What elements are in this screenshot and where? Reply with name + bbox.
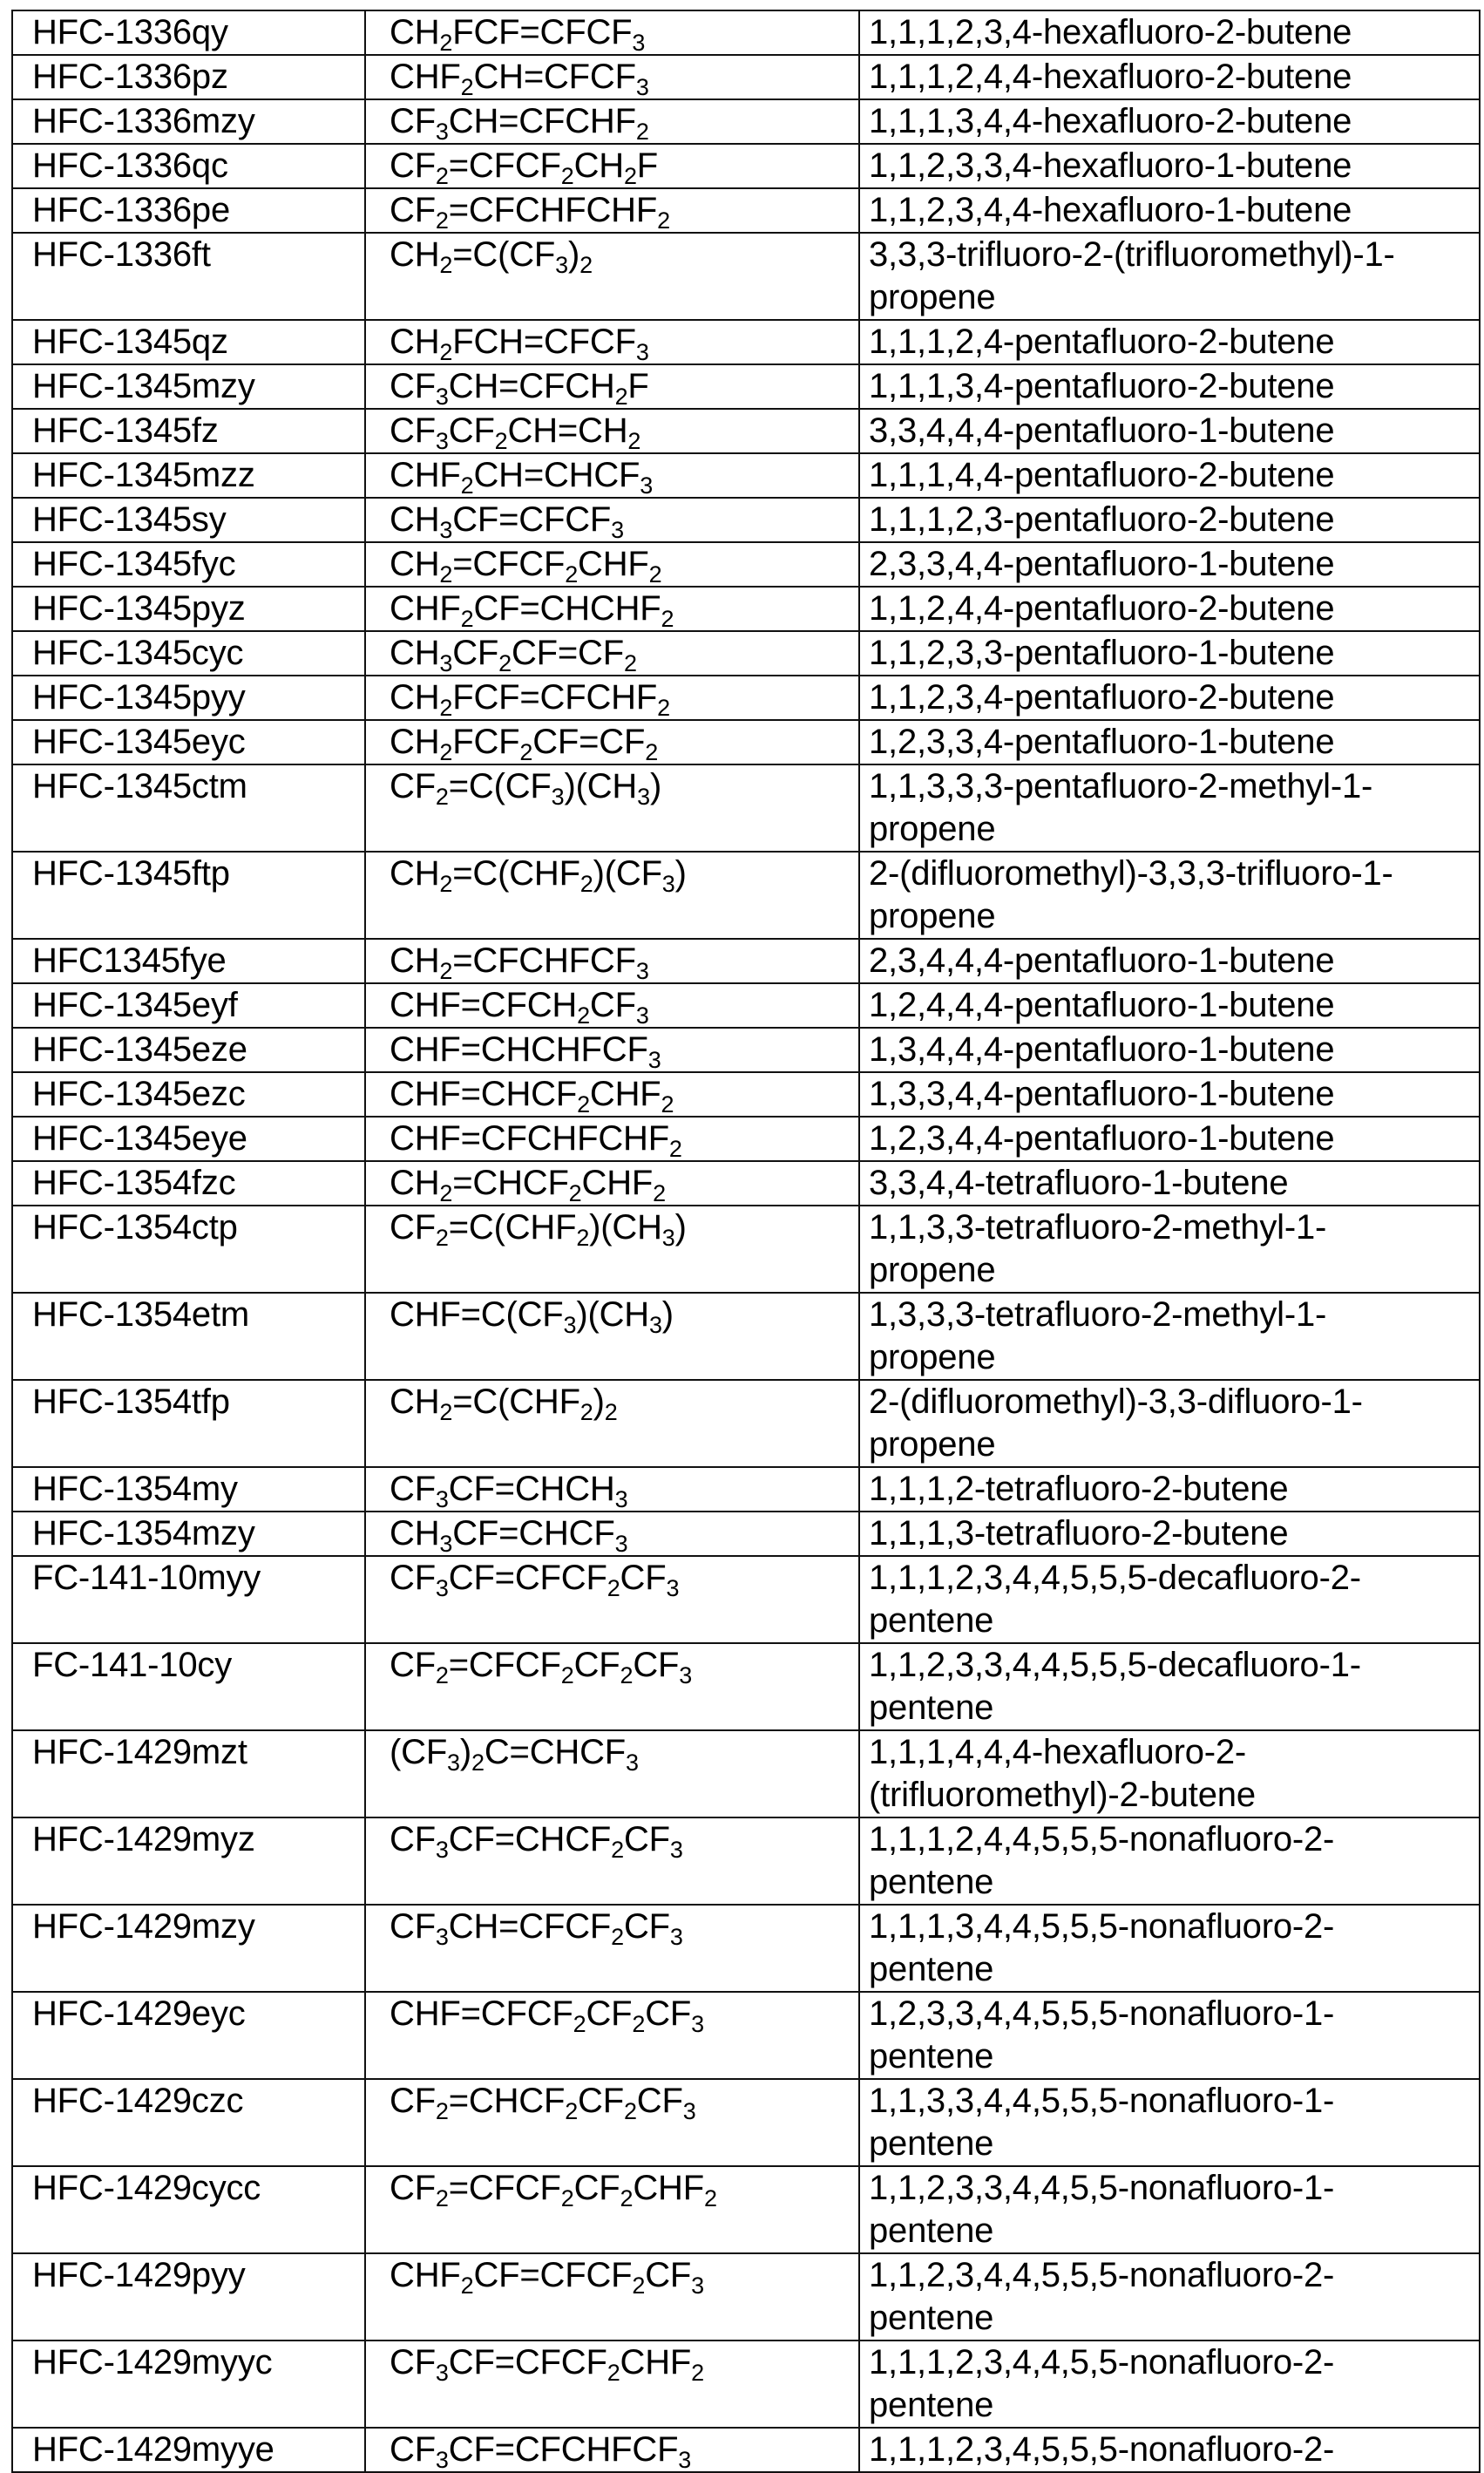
table-row xyxy=(12,939,1480,983)
table-row xyxy=(12,2079,1480,2166)
compound-code-cell xyxy=(12,587,365,631)
compound-code: HFC-1345pyz xyxy=(32,589,246,628)
structure-formula: $CF_2=CHCF_2CF_2CF_3$ xyxy=(390,2082,696,2124)
chemical-name-line: 1,1,1,2,4-pentafluoro-2-butene xyxy=(869,323,1335,361)
compound-code-cell xyxy=(12,2079,365,2166)
chemical-name-line: 3,3,4,4,4-pentafluoro-1-butene xyxy=(869,411,1335,450)
chemical-name-line: 1,1,1,2,3,4,5,5,5-nonafluoro-2- xyxy=(869,2430,1335,2469)
table-row xyxy=(12,1028,1480,1072)
chemical-name-cell xyxy=(859,1643,1480,1730)
compound-code-cell xyxy=(12,1467,365,1512)
chemical-name-cell xyxy=(859,2079,1480,2166)
compound-code: HFC-1429myyc xyxy=(32,2343,273,2381)
chemical-name-cell xyxy=(859,1905,1480,1992)
structure-formula-cell xyxy=(365,364,859,409)
chemical-name-line: 1,1,1,2,4,4,5,5,5-nonafluoro-2- xyxy=(869,1820,1335,1858)
chemical-name-cell xyxy=(859,1117,1480,1161)
chemical-name-cell xyxy=(859,498,1480,542)
structure-formula: $CF_3CF=CFCHFCF_3$ xyxy=(390,2430,692,2472)
table-row xyxy=(12,144,1480,188)
chemical-name-line: pentene xyxy=(869,1601,994,1640)
structure-formula: $CH_2=C(CHF_2)_2$ xyxy=(390,1383,618,1425)
table-row xyxy=(12,852,1480,939)
compound-code: HFC-1336pz xyxy=(32,58,228,96)
chemical-name-line: 1,1,2,3,3,4-hexafluoro-1-butene xyxy=(869,146,1352,185)
structure-formula-cell xyxy=(365,2079,859,2166)
compound-code-cell xyxy=(12,720,365,764)
structure-formula-cell xyxy=(365,1206,859,1293)
structure-formula-cell xyxy=(365,852,859,939)
structure-formula: $CH_2=CFCHFCF_3$ xyxy=(390,941,649,983)
compound-code: HFC-1429myz xyxy=(32,1820,255,1858)
chemical-name-cell xyxy=(859,1206,1480,1293)
structure-formula-cell xyxy=(365,1817,859,1905)
chemical-name-cell xyxy=(859,55,1480,99)
table-row xyxy=(12,1117,1480,1161)
table-row xyxy=(12,1161,1480,1206)
chemical-name-cell xyxy=(859,453,1480,498)
compound-code: HFC-1354mzy xyxy=(32,1514,255,1552)
structure-formula-cell xyxy=(365,631,859,676)
compound-code-cell xyxy=(12,1206,365,1293)
structure-formula-cell xyxy=(365,1643,859,1730)
structure-formula: $CHF_2CH=CFCF_3$ xyxy=(390,58,649,99)
structure-formula: $CH_2FCF_2CF=CF_2$ xyxy=(390,723,659,764)
compound-code: HFC1345fye xyxy=(32,941,227,980)
compound-code-cell xyxy=(12,676,365,720)
compound-code: HFC-1345ezc xyxy=(32,1075,246,1113)
table-row xyxy=(12,1072,1480,1117)
compound-code: HFC-1354ctp xyxy=(32,1208,238,1247)
structure-formula-cell xyxy=(365,1992,859,2079)
structure-formula-cell xyxy=(365,144,859,188)
compound-code-cell xyxy=(12,1992,365,2079)
chemical-name-line: 1,1,2,4,4-pentafluoro-2-butene xyxy=(869,589,1335,628)
compound-code-cell xyxy=(12,1730,365,1817)
chemical-name-line: propene xyxy=(869,278,996,316)
compound-code-cell xyxy=(12,1028,365,1072)
structure-formula: $CF_2=CFCF_2CF_2CF_3$ xyxy=(390,1646,693,1688)
structure-formula-cell xyxy=(365,2166,859,2253)
compound-code-cell xyxy=(12,1161,365,1206)
structure-formula-cell xyxy=(365,983,859,1028)
compound-code-cell xyxy=(12,498,365,542)
compound-code: HFC-1354my xyxy=(32,1470,238,1508)
compound-table xyxy=(11,10,1481,2473)
table-row xyxy=(12,1206,1480,1293)
compound-code: HFC-1345qz xyxy=(32,323,228,361)
structure-formula-cell xyxy=(365,188,859,233)
structure-formula-cell xyxy=(365,720,859,764)
compound-code: HFC-1345ftp xyxy=(32,854,230,893)
structure-formula-cell xyxy=(365,1730,859,1817)
compound-code: HFC-1345mzy xyxy=(32,367,255,405)
table-row xyxy=(12,409,1480,453)
chemical-name-line: 1,1,3,3-tetrafluoro-2-methyl-1- xyxy=(869,1208,1327,1247)
chemical-name-cell xyxy=(859,2253,1480,2341)
structure-formula: $CH_2FCH=CFCF_3$ xyxy=(390,323,649,364)
table-row xyxy=(12,2341,1480,2428)
structure-formula-cell xyxy=(365,233,859,320)
table-row xyxy=(12,983,1480,1028)
structure-formula-cell xyxy=(365,1072,859,1117)
table-row xyxy=(12,320,1480,364)
chemical-name-cell xyxy=(859,233,1480,320)
structure-formula-cell xyxy=(365,1556,859,1643)
chemical-name-line: 1,1,1,4,4,4-hexafluoro-2- xyxy=(869,1733,1247,1771)
compound-code: HFC-1354fzc xyxy=(32,1164,236,1202)
chemical-name-cell xyxy=(859,1380,1480,1467)
structure-formula-cell xyxy=(365,587,859,631)
compound-code: HFC-1345sy xyxy=(32,500,227,539)
table-row xyxy=(12,99,1480,144)
chemical-name-line: pentene xyxy=(869,1863,994,1901)
structure-formula-cell xyxy=(365,1905,859,1992)
compound-code-cell xyxy=(12,10,365,55)
chemical-name-line: 1,1,1,4,4-pentafluoro-2-butene xyxy=(869,456,1335,494)
compound-code: HFC-1429mzt xyxy=(32,1733,247,1771)
structure-formula: $CF_3CF_2CH=CH_2$ xyxy=(390,411,641,453)
chemical-name-cell xyxy=(859,542,1480,587)
compound-code-cell xyxy=(12,631,365,676)
chemical-name-cell xyxy=(859,1817,1480,1905)
chemical-name-line: 2-(difluoromethyl)-3,3,3-trifluoro-1- xyxy=(869,854,1393,893)
table-row xyxy=(12,1293,1480,1380)
table-row xyxy=(12,1380,1480,1467)
table-row xyxy=(12,676,1480,720)
chemical-name-line: 1,1,1,2,3-pentafluoro-2-butene xyxy=(869,500,1335,539)
chemical-name-line: 1,2,3,3,4,4,5,5,5-nonafluoro-1- xyxy=(869,1994,1335,2033)
compound-code-cell xyxy=(12,188,365,233)
chemical-name-cell xyxy=(859,764,1480,852)
chemical-name-line: propene xyxy=(869,1338,996,1376)
structure-formula-cell xyxy=(365,1512,859,1556)
structure-formula: $CHF=CHCF_2CHF_2$ xyxy=(390,1075,674,1117)
compound-code-cell xyxy=(12,1072,365,1117)
structure-formula: $CHF=CFCHFCHF_2$ xyxy=(390,1119,682,1161)
compound-code-cell xyxy=(12,1905,365,1992)
chemical-name-cell xyxy=(859,983,1480,1028)
compound-code-cell xyxy=(12,542,365,587)
chemical-name-cell xyxy=(859,1512,1480,1556)
compound-code: FC-141-10cy xyxy=(32,1646,232,1684)
compound-code-cell xyxy=(12,55,365,99)
compound-code-cell xyxy=(12,1293,365,1380)
chemical-name-line: 1,1,2,3,3-pentafluoro-1-butene xyxy=(869,634,1335,672)
structure-formula-cell xyxy=(365,939,859,983)
chemical-name-line: 1,1,2,3,4,4-hexafluoro-1-butene xyxy=(869,191,1352,229)
structure-formula-cell xyxy=(365,764,859,852)
chemical-name-line: (trifluoromethyl)-2-butene xyxy=(869,1776,1256,1814)
table-row xyxy=(12,1512,1480,1556)
compound-code-cell xyxy=(12,233,365,320)
structure-formula: $CF_2=C(CHF_2)(CH_3)$ xyxy=(390,1208,687,1251)
chemical-name-line: 1,1,2,3,4,4,5,5,5-nonafluoro-2- xyxy=(869,2256,1335,2294)
compound-code: FC-141-10myy xyxy=(32,1559,261,1597)
chemical-name-cell xyxy=(859,1992,1480,2079)
compound-code: HFC-1345pyy xyxy=(32,678,246,717)
compound-code-cell xyxy=(12,453,365,498)
structure-formula-cell xyxy=(365,2253,859,2341)
chemical-name-line: 1,1,1,3,4,4,5,5,5-nonafluoro-2- xyxy=(869,1907,1335,1946)
compound-code: HFC-1345ctm xyxy=(32,767,247,805)
chemical-name-line: 1,3,3,3-tetrafluoro-2-methyl-1- xyxy=(869,1295,1327,1334)
chemical-name-line: 2,3,4,4,4-pentafluoro-1-butene xyxy=(869,941,1335,980)
compound-code-cell xyxy=(12,1380,365,1467)
compound-code: HFC-1345eze xyxy=(32,1030,247,1069)
compound-code: HFC-1345cyc xyxy=(32,634,244,672)
compound-code-cell xyxy=(12,409,365,453)
structure-formula-cell xyxy=(365,498,859,542)
chemical-name-line: pentene xyxy=(869,2124,994,2163)
structure-formula: $CH_2FCF=CFCF_3$ xyxy=(390,13,646,55)
compound-code: HFC-1336pe xyxy=(32,191,231,229)
structure-formula-cell xyxy=(365,1028,859,1072)
table-row xyxy=(12,542,1480,587)
structure-formula: $CF_2=CFCHFCHF_2$ xyxy=(390,191,670,233)
chemical-name-cell xyxy=(859,1072,1480,1117)
structure-formula-cell xyxy=(365,409,859,453)
chemical-name-line: 1,1,1,3-tetrafluoro-2-butene xyxy=(869,1514,1289,1552)
table-row xyxy=(12,1730,1480,1817)
structure-formula: $CF_3CF=CHCH_3$ xyxy=(390,1470,628,1512)
chemical-name-line: 1,3,4,4,4-pentafluoro-1-butene xyxy=(869,1030,1335,1069)
chemical-name-line: 1,1,1,3,4-pentafluoro-2-butene xyxy=(869,367,1335,405)
structure-formula: $CH_2FCF=CFCHF_2$ xyxy=(390,678,670,720)
compound-table-body xyxy=(12,10,1480,2472)
compound-code-cell xyxy=(12,764,365,852)
chemical-name-line: 2,3,3,4,4-pentafluoro-1-butene xyxy=(869,545,1335,583)
chemical-name-line: 1,1,2,3,3,4,4,5,5,5-decafluoro-1- xyxy=(869,1646,1361,1684)
chemical-name-line: propene xyxy=(869,1251,996,1289)
compound-code: HFC-1345eye xyxy=(32,1119,247,1158)
compound-code: HFC-1336qy xyxy=(32,13,228,51)
chemical-name-cell xyxy=(859,1556,1480,1643)
structure-formula: $CH_2=C(CF_3)_2$ xyxy=(390,235,593,278)
chemical-name-cell xyxy=(859,2166,1480,2253)
structure-formula: $CHF_2CF=CFCF_2CF_3$ xyxy=(390,2256,704,2299)
chemical-name-line: 1,2,3,4,4-pentafluoro-1-butene xyxy=(869,1119,1335,1158)
structure-formula: $CHF=CFCH_2CF_3$ xyxy=(390,986,649,1028)
table-row xyxy=(12,1643,1480,1730)
compound-code: HFC-1336qc xyxy=(32,146,228,185)
compound-code-cell xyxy=(12,320,365,364)
chemical-name-cell xyxy=(859,10,1480,55)
chemical-name-line: 1,1,3,3,4,4,5,5,5-nonafluoro-1- xyxy=(869,2082,1335,2120)
chemical-name-line: pentene xyxy=(869,2037,994,2076)
compound-code-cell xyxy=(12,99,365,144)
structure-formula-cell xyxy=(365,2341,859,2428)
table-row xyxy=(12,1905,1480,1992)
structure-formula-cell xyxy=(365,1380,859,1467)
structure-formula: $CHF=CFCF_2CF_2CF_3$ xyxy=(390,1994,704,2037)
chemical-name-cell xyxy=(859,1293,1480,1380)
chemical-name-cell xyxy=(859,631,1480,676)
chemical-name-line: 1,3,3,4,4-pentafluoro-1-butene xyxy=(869,1075,1335,1113)
chemical-name-cell xyxy=(859,587,1480,631)
table-row xyxy=(12,764,1480,852)
chemical-name-cell xyxy=(859,320,1480,364)
compound-code: HFC-1345eyc xyxy=(32,723,246,761)
table-row xyxy=(12,1467,1480,1512)
table-row xyxy=(12,587,1480,631)
table-row xyxy=(12,10,1480,55)
compound-code-cell xyxy=(12,939,365,983)
structure-formula: $CF_3CF=CFCF_2CF_3$ xyxy=(390,1559,680,1601)
structure-formula-cell xyxy=(365,453,859,498)
structure-formula-cell xyxy=(365,1117,859,1161)
compound-code-cell xyxy=(12,1643,365,1730)
chemical-name-cell xyxy=(859,1028,1480,1072)
structure-formula: $CH_3CF_2CF=CF_2$ xyxy=(390,634,637,676)
compound-code: HFC-1345fyc xyxy=(32,545,236,583)
structure-formula-cell xyxy=(365,2428,859,2472)
structure-formula: $CH_3CF=CFCF_3$ xyxy=(390,500,624,542)
compound-code: HFC-1345eyf xyxy=(32,986,238,1024)
table-row xyxy=(12,498,1480,542)
structure-formula-cell xyxy=(365,1161,859,1206)
table-row xyxy=(12,1556,1480,1643)
chemical-name-line: 2-(difluoromethyl)-3,3-difluoro-1- xyxy=(869,1383,1363,1421)
table-row xyxy=(12,1817,1480,1905)
chemical-name-line: 1,1,3,3,3-pentafluoro-2-methyl-1- xyxy=(869,767,1373,805)
chemical-name-line: 1,1,2,3,3,4,4,5,5-nonafluoro-1- xyxy=(869,2169,1335,2207)
compound-code: HFC-1354tfp xyxy=(32,1383,230,1421)
structure-formula: $CH_2=C(CHF_2)(CF_3)$ xyxy=(390,854,687,897)
table-row xyxy=(12,631,1480,676)
chemical-name-line: propene xyxy=(869,1425,996,1464)
structure-formula-cell xyxy=(365,676,859,720)
structure-formula: $CHF_2CF=CHCHF_2$ xyxy=(390,589,674,631)
chemical-name-line: 1,2,4,4,4-pentafluoro-1-butene xyxy=(869,986,1335,1024)
chemical-name-line: pentene xyxy=(869,2299,994,2337)
compound-code: HFC-1429mzy xyxy=(32,1907,255,1946)
chemical-name-line: 1,2,3,3,4-pentafluoro-1-butene xyxy=(869,723,1335,761)
compound-code-cell xyxy=(12,2341,365,2428)
chemical-name-line: 3,3,4,4-tetrafluoro-1-butene xyxy=(869,1164,1289,1202)
compound-code-cell xyxy=(12,1512,365,1556)
compound-code-cell xyxy=(12,2428,365,2472)
structure-formula-cell xyxy=(365,1293,859,1380)
compound-code: HFC-1345fz xyxy=(32,411,219,450)
structure-formula-cell xyxy=(365,99,859,144)
chemical-name-line: pentene xyxy=(869,1688,994,1727)
table-row xyxy=(12,453,1480,498)
chemical-name-line: propene xyxy=(869,810,996,848)
compound-code: HFC-1429eyc xyxy=(32,1994,246,2033)
chemical-name-cell xyxy=(859,676,1480,720)
compound-code-cell xyxy=(12,1117,365,1161)
table-row xyxy=(12,233,1480,320)
chemical-name-line: 1,1,1,2,4,4-hexafluoro-2-butene xyxy=(869,58,1352,96)
chemical-name-line: 1,1,1,2,3,4-hexafluoro-2-butene xyxy=(869,13,1352,51)
structure-formula: $CH_2=CHCF_2CHF_2$ xyxy=(390,1164,666,1206)
chemical-name-cell xyxy=(859,1467,1480,1512)
compound-code: HFC-1429cycc xyxy=(32,2169,261,2207)
table-row xyxy=(12,2428,1480,2472)
chemical-name-line: 1,1,1,2,3,4,4,5,5-nonafluoro-2- xyxy=(869,2343,1335,2381)
chemical-name-line: 3,3,3-trifluoro-2-(trifluoromethyl)-1- xyxy=(869,235,1395,274)
compound-code-cell xyxy=(12,2253,365,2341)
chemical-name-cell xyxy=(859,852,1480,939)
structure-formula-cell xyxy=(365,55,859,99)
table-row xyxy=(12,720,1480,764)
chemical-name-line: 1,1,1,2-tetrafluoro-2-butene xyxy=(869,1470,1289,1508)
chemical-name-line: pentene xyxy=(869,2386,994,2424)
chemical-name-cell xyxy=(859,188,1480,233)
compound-code-cell xyxy=(12,1817,365,1905)
chemical-name-line: 1,1,1,2,3,4,4,5,5,5-decafluoro-2- xyxy=(869,1559,1361,1597)
chemical-name-cell xyxy=(859,939,1480,983)
structure-formula: $CH_3CF=CHCF_3$ xyxy=(390,1514,628,1556)
structure-formula-cell xyxy=(365,10,859,55)
table-row xyxy=(12,2253,1480,2341)
compound-code: HFC-1429pyy xyxy=(32,2256,246,2294)
structure-formula: $CHF_2CH=CHCF_3$ xyxy=(390,456,654,498)
table-row xyxy=(12,188,1480,233)
chemical-name-line: pentene xyxy=(869,2211,994,2250)
structure-formula: $CF_3CH=CFCHF_2$ xyxy=(390,102,649,144)
structure-formula: $CH_2=CFCF_2CHF_2$ xyxy=(390,545,662,587)
compound-code-cell xyxy=(12,144,365,188)
compound-code-cell xyxy=(12,364,365,409)
compound-code-cell xyxy=(12,983,365,1028)
table-row xyxy=(12,364,1480,409)
table-row xyxy=(12,2166,1480,2253)
chemical-name-cell xyxy=(859,720,1480,764)
compound-code: HFC-1336ft xyxy=(32,235,211,274)
chemical-name-line: 1,1,2,3,4-pentafluoro-2-butene xyxy=(869,678,1335,717)
chemical-name-cell xyxy=(859,364,1480,409)
structure-formula-cell xyxy=(365,320,859,364)
structure-formula: $CF_3CF=CHCF_2CF_3$ xyxy=(390,1820,683,1863)
structure-formula: $CHF=C(CF_3)(CH_3)$ xyxy=(390,1295,674,1338)
chemical-name-line: pentene xyxy=(869,1950,994,1988)
chemical-name-cell xyxy=(859,409,1480,453)
chemical-name-line: propene xyxy=(869,897,996,935)
chemical-name-cell xyxy=(859,1161,1480,1206)
structure-formula: $CF_2=C(CF_3)(CH_3)$ xyxy=(390,767,662,810)
structure-formula: $CF_3CH=CFCH_2F$ xyxy=(390,367,649,409)
structure-formula: $CF_3CH=CFCF_2CF_3$ xyxy=(390,1907,683,1950)
table-row xyxy=(12,55,1480,99)
structure-formula: $CF_3CF=CFCF_2CHF_2$ xyxy=(390,2343,704,2386)
compound-code: HFC-1354etm xyxy=(32,1295,249,1334)
structure-formula: $CF_2=CFCF_2CF_2CHF_2$ xyxy=(390,2169,717,2211)
chemical-name-cell xyxy=(859,99,1480,144)
compound-code-cell xyxy=(12,852,365,939)
compound-code-cell xyxy=(12,2166,365,2253)
structure-formula: $CHF=CHCHFCF_3$ xyxy=(390,1030,661,1072)
chemical-name-cell xyxy=(859,144,1480,188)
structure-formula-cell xyxy=(365,1467,859,1512)
compound-code: HFC-1336mzy xyxy=(32,102,255,140)
compound-code: HFC-1429myye xyxy=(32,2430,274,2469)
chemical-name-line: 1,1,1,3,4,4-hexafluoro-2-butene xyxy=(869,102,1352,140)
chemical-name-cell xyxy=(859,2341,1480,2428)
structure-formula: $(CF_3)_2C=CHCF_3$ xyxy=(390,1733,639,1776)
chemical-name-cell xyxy=(859,2428,1480,2472)
compound-code-cell xyxy=(12,1556,365,1643)
compound-code: HFC-1429czc xyxy=(32,2082,244,2120)
structure-formula: $CF_2=CFCF_2CH_2F$ xyxy=(390,146,659,188)
compound-code: HFC-1345mzz xyxy=(32,456,255,494)
table-row xyxy=(12,1992,1480,2079)
chemical-name-cell xyxy=(859,1730,1480,1817)
structure-formula-cell xyxy=(365,542,859,587)
